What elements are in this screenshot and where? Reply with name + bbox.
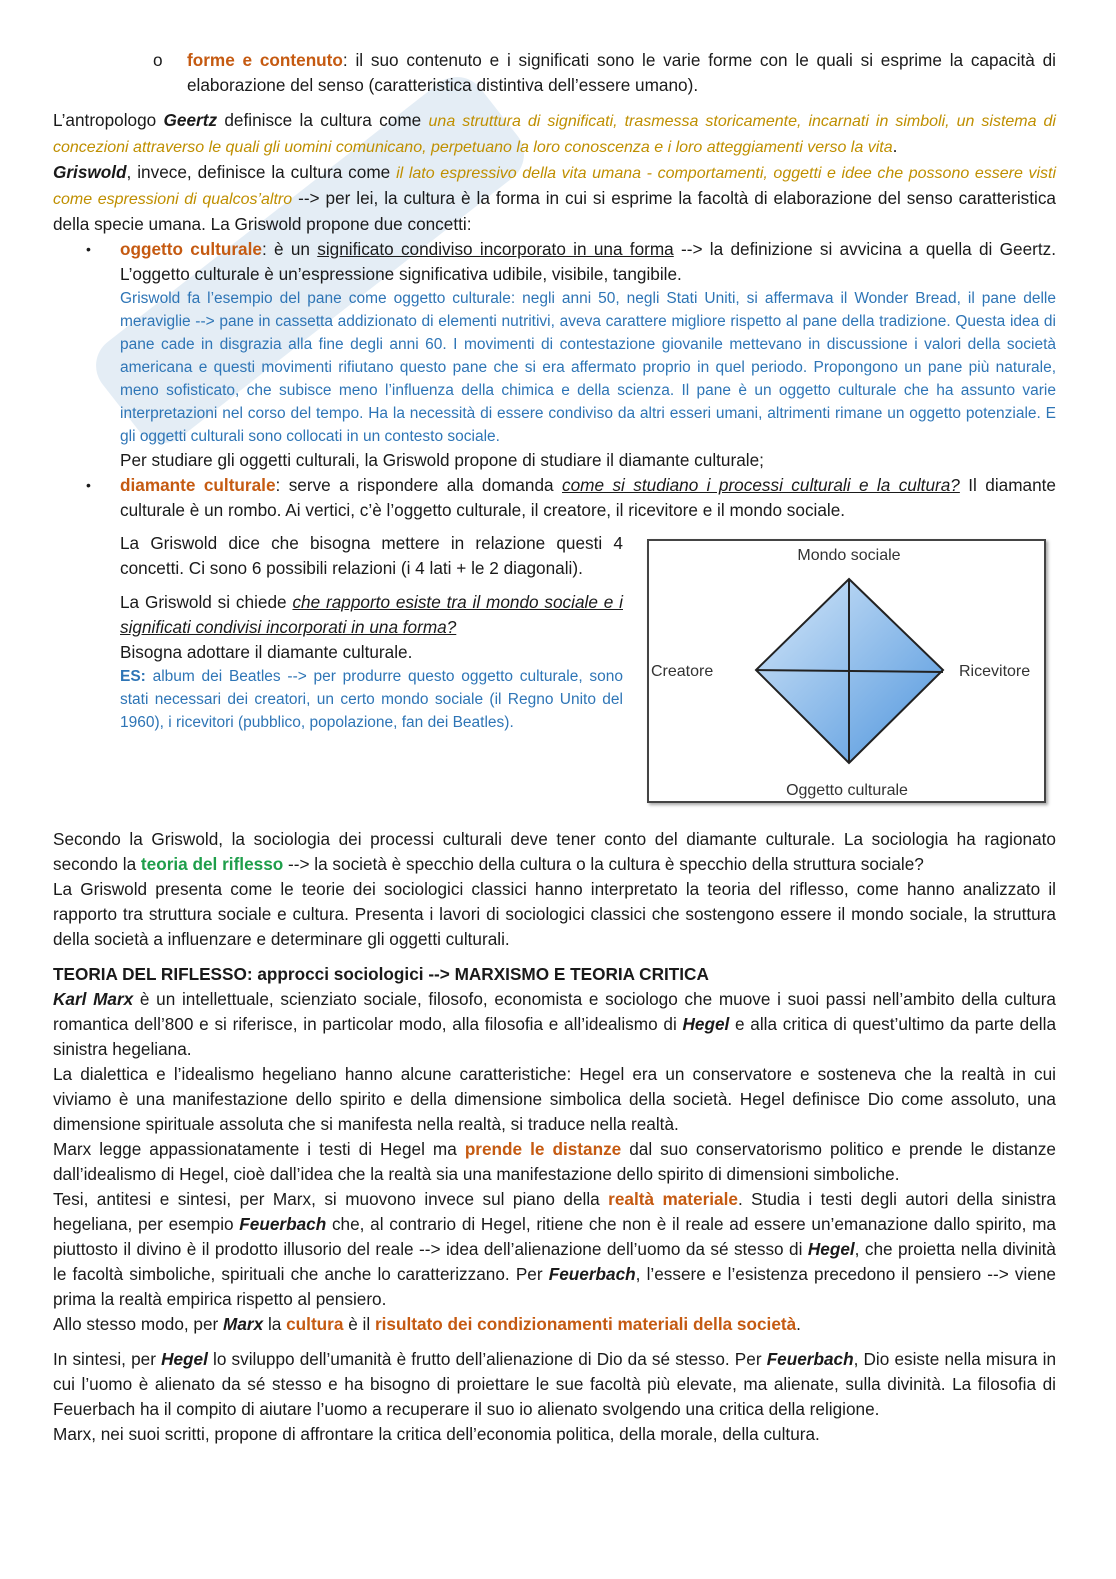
example-beatles: ES: album dei Beatles --> per produrre questo oggetto culturale, sono stati necessari dei creatori, un certo mondo sociale (il Regno Unito del 1960), i ricevitori (pubblico, popolazione, fan dei Beatles). [120,668,623,731]
paragraph-geertz: L’antropologo Geertz definisce la cultura come una struttura di significati, trasmessa storicamente, incarnati in simboli, un sistema di concezioni attraverso le quali gli uomini comunicano, perpetuano la loro conoscenza e i loro atteggiamenti verso la vita. [53,110,1056,156]
paragraph-marx-intro: Karl Marx è un intellettuale, scienziato sociale, filosofo, economista e sociologo che muove i suoi passi nell’ambito della cultura romantica dell’800 e si riferisce, in particolar modo, alla filosofia e all’idealismo di Hegel e alla critica di quest’ultimo da parte della sinistra hegeliana. [53,989,1056,1059]
term-oggetto-culturale: oggetto culturale [120,239,262,259]
bullet-dot: • [86,477,91,493]
sub-list-marker: o [153,50,163,70]
paragraph-griswold: Griswold, invece, definisce la cultura come il lato espressivo della vita umana - comportamenti, oggetti e idee che possono essere visti come espressioni di qualcos’altro --> per lei, la cultura è la forma in cui si esprime la facoltà di elaborazione del senso caratteristica della specie umana. La Griswold propone due concetti: [53,162,1057,234]
term-cultura: cultura [286,1314,344,1334]
definition-underlined: significato condiviso incorporato in una forma [317,239,674,259]
paragraph-sintesi: In sintesi, per Hegel lo sviluppo dell’umanità è frutto dell’alienazione di Dio da sé stesso. Per Feuerbach, Dio esiste nella misura in cui l’uomo è alienato da sé stesso e ha bisogno di proiettare le sue facoltà più elevate, ma alienate, sulla divinità. La filosofia di Feuerbach ha il compito di aiutare l’uomo a recuperare il suo io alienato svolgendo una critica della religione. [53,1349,1057,1419]
label-creatore: Creatore [651,663,714,680]
paragraph-marx-cultura: Allo stesso modo, per Marx la cultura è il risultato dei condizionamenti materiali della società. [53,1314,801,1334]
diamond-section [53,531,1056,817]
example-wonder-bread: Griswold fa l’esempio del pane come oggetto culturale: negli anni 50, negli Stati Uniti, si affermava il Wonder Bread, il pane delle meraviglie --> pane in cassetta addizionato di elementi nutritivi, aveva carattere migliore rispetto al pane della tradizione. Questa idea di pane cade in disgrazia alla fine degli anni 60. I movimenti di contestazione giovanile mettevano in discussione i valori della società americana e questi movimenti rifiutano questo pane che si era affermato proprio in quel periodo. Propongono un pane più naturale, meno sofisticato, che subisce meno l’influenza della chimica e della scienza. Il pane è un oggetto culturale che ha assunto varie interpretazioni nel corso del tempo. Ha la necessità di essere condiviso da altri esseri umani, altrimenti rimane un oggetto potenziale. E gli oggetti culturali sono collocati in un contesto sociale. [120,290,1056,445]
quote-geertz: una struttura di significati, trasmessa storicamente, incarnati in simboli, un sistema di concezioni attraverso le quali gli uomini comunicano, perpetuano la loro conoscenza e i loro atteggiamenti verso la vita [53,113,1056,156]
term-diamante-culturale: diamante culturale [120,475,276,495]
term-teoria-riflesso: teoria del riflesso [140,854,284,874]
term-realta-materiale: realtà materiale [608,1189,738,1209]
paragraph-classici: La Griswold presenta come le teorie dei sociologici classici hanno interpretato la teoria del riflesso, come hanno analizzato il rapporto tra struttura sociale e cultura. Presenta i lavori di sociologici classici che sostengono essere il mondo sociale, la struttura della società a influenzare e determinare gli oggetti culturali. [53,879,1056,949]
cultural-diamond-diagram [647,539,1046,803]
term-prende-distanze: prende le distanze [464,1139,622,1159]
bullet-diamante-culturale: • diamante culturale: serve a rispondere alla domanda come si studiano i processi culturali e la cultura? Il diamante culturale è un rombo. Ai vertici, c’è l’oggetto culturale, il creatore, il ricevitore e il mondo sociale. [86,475,1056,520]
sub-list-item: o forme e contenuto: il suo contenuto e i significati sono le varie forme con le quali si esprime la capacità di elaborazione del senso (caratteristica distintiva dell’essere umano). [153,50,1057,95]
diamond-relations-text: La Griswold dice che bisogna mettere in relazione questi 4 concetti. Ci sono 6 possibili relazioni (i 4 lati + le 2 diagonali). [120,533,623,578]
term-risultato: risultato dei condizionamenti materiali della società [374,1314,797,1334]
diamond-svg [649,541,1044,801]
paragraph-teoria-riflesso: Secondo la Griswold, la sociologia dei processi culturali deve tener conto del diamante culturale. La sociologia ha ragionato secondo la teoria del riflesso --> la società è specchio della cultura o la cultura è specchio della struttura sociale? [53,829,1056,874]
term-forme-contenuto: forme e contenuto [187,50,343,70]
label-mondo-sociale: Mondo sociale [797,547,901,564]
label-ricevitore: Ricevitore [959,663,1031,680]
bullet-oggetto-culturale: • oggetto culturale: è un significato condiviso incorporato in una forma --> la definizione si avvicina a quella di Geertz. L’oggetto culturale è un’espressione significativa udibile, visibile, tangibile. Griswold fa l’esempio del pane come oggetto culturale: negli anni 50, negli Stati Uniti, si affermava il Wonder Bread, il pane delle meraviglie --> pane in cassetta addizionato di elementi nutritivi, aveva carattere migliore rispetto al pane della tradizione. Questa idea di pane cade in disgrazia alla fine degli anni 60. I movimenti di contestazione giovanile mettevano in discussione i valori della società americana e questi movimenti rifiutano questo pane che si era affermato proprio in quel periodo. Propongono un pane più naturale, meno sofisticato, che subisce meno l’influenza della chimica e della scienza. Il pane è un oggetto culturale che ha assunto varie interpretazioni nel corso del tempo. Ha la necessità di essere condiviso da altri esseri umani, altrimenti rimane un oggetto potenziale. E gli oggetti culturali sono collocati in un contesto sociale. Per studiare gli oggetti culturali, la Griswold propone di studiare il diamante culturale; [53,237,1056,473]
section-heading: TEORIA DEL RIFLESSO: approcci sociologici --> MARXISMO E TEORIA CRITICA [53,964,709,984]
diamond-question-text: La Griswold si chiede che rapporto esiste tra il mondo sociale e i significati condivisi incorporati in una forma? [120,592,623,637]
name-geertz: Geertz [163,110,218,130]
bullet-dot: • [86,241,91,257]
paragraph-distanze: Marx legge appassionatamente i testi di Hegel ma prende le distanze dal suo conservatorismo politico e prende le distanze dall’idealismo di Hegel, cioè dall’idea che la realtà sia una manifestazione dello spirito di dimensioni simboliche. [53,1139,1056,1184]
name-griswold: Griswold [53,162,127,182]
diamond-explanation [120,531,623,734]
diamond-adopt-text: Bisogna adottare il diamante culturale. [120,642,413,662]
paragraph-marx-critica: Marx, nei suoi scritti, propone di affrontare la critica dell’economia politica, della morale, della cultura. [53,1424,820,1444]
document-page [53,48,1056,1447]
quote-griswold: il lato espressivo della vita umana - comportamenti, oggetti e idee che possono essere visti come espressioni di qualcos’altro [53,165,1057,208]
paragraph-tesi: Tesi, antitesi e sintesi, per Marx, si muovono invece sul piano della realtà materiale. Studia i testi degli autori della sinistra hegeliana, per esempio Feuerbach che, al contrario di Hegel, ritiene che non è il reale ad essere un’emanazione dallo spirito, ma piuttosto il divino è il prodotto illusorio del reale --> idea dell’alienazione dell’uomo da sé stesso di Hegel, che proietta nella divinità le facoltà simboliche, spirituali che anche lo caratterizzano. Per Feuerbach, l’essere e l’esistenza precedono il pensiero --> viene prima la realtà empirica rispetto al pensiero. [53,1189,1056,1309]
question-underlined: come si studiano i processi culturali e la cultura? [562,475,960,495]
follow-text: Per studiare gli oggetti culturali, la Griswold propone di studiare il diamante culturale; [120,450,764,470]
paragraph-dialettica: La dialettica e l’idealismo hegeliano hanno alcune caratteristiche: Hegel era un conservatore e sosteneva che la realtà in cui viviamo è una manifestazione dello spirito e della dimensione simbolica della società. Hegel definisce Dio come assoluto, una dimensione spirituale assoluta che si manifesta nella realtà, si traduce nella realtà. [53,1064,1056,1134]
label-oggetto-culturale: Oggetto culturale [786,782,908,799]
